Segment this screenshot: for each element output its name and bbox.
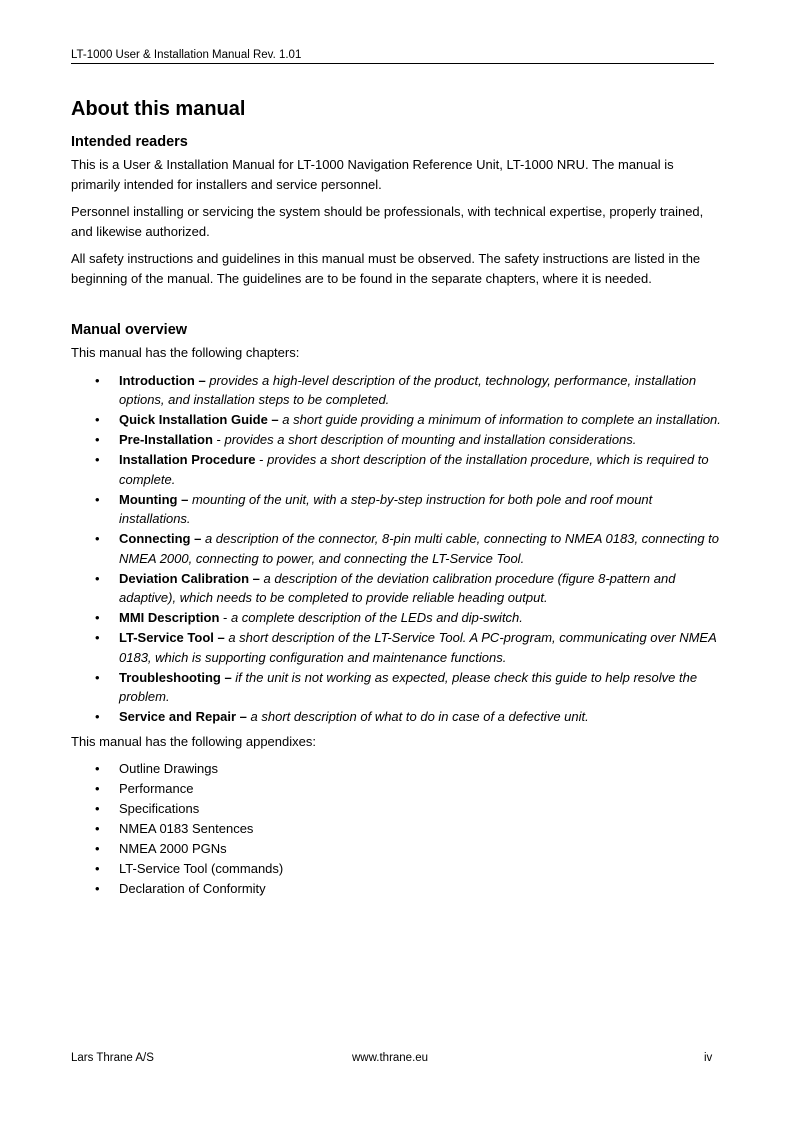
chapter-description: provides a high-level description of the product, technology, performance, installation options, and installation steps to be completed. [119,372,697,407]
bullet-icon: • [95,630,100,645]
chapter-description: a short description of what to do in case of a defective unit. [250,709,589,724]
footer-company: Lars Thrane A/S [71,1052,154,1064]
chapter-name: Pre-Installation [119,432,213,447]
bullet-icon: • [95,781,100,796]
chapter-item: • LT-Service Tool – a short description of the LT-Service Tool. A PC-program, communicating over NMEA 0183, which is supporting configuration and maintenance functions. [95,630,717,665]
footer-page-number: iv [704,1052,713,1064]
chapter-description: provides a short description of mounting and installation considerations. [224,432,637,447]
chapter-name: Installation Procedure [119,452,256,467]
chapter-name: LT-Service Tool [119,630,214,645]
chapter-description: mounting of the unit, with a step-by-step instruction for both pole and roof mount installations. [119,491,653,526]
chapter-item: • Installation Procedure - provides a short description of the installation procedure, which is required to complete. [95,452,709,487]
bullet-icon: • [95,610,100,625]
appendix-item: • NMEA 0183 Sentences [71,819,721,839]
appendix-item: • NMEA 2000 PGNs [71,839,721,859]
page-header: LT-1000 User & Installation Manual Rev. 1.01 [71,49,714,64]
chapter-item: • Deviation Calibration – a description of the deviation calibration procedure (figure 8-pattern and adaptive), which needs to be completed to provide reliable heading output. [95,570,676,605]
bullet-icon: • [95,372,100,388]
page-title: About this manual [71,98,246,120]
intended-paragraph-3: All safety instructions and guidelines in this manual must be observed. The safety instructions are listed in the beginning of the manual. The guidelines are to be found in the separate chapters, where it is needed. [71,251,701,286]
chapter-list [71,371,721,727]
bullet-icon: • [95,432,100,447]
chapter-description: a complete description of the LEDs and dip-switch. [230,610,523,625]
bullet-icon: • [95,881,100,896]
appendix-list [71,759,721,899]
appendix-item: • Performance [71,779,721,799]
chapter-item: • Connecting – a description of the connector, 8-pin multi cable, connecting to NMEA 0183, connecting to NMEA 2000, connecting to power, and connecting the LT-Service Tool. [95,531,720,566]
appendix-item: • Outline Drawings [71,759,721,779]
manual-overview-heading: Manual overview [71,322,188,338]
bullet-icon: • [95,531,100,546]
bullet-icon: • [95,761,100,776]
chapter-description: provides a short description of the installation procedure, which is required to complete. [119,452,709,487]
appendix-item: • LT-Service Tool (commands) [71,859,721,879]
chapters-intro: This manual has the following chapters: [71,345,300,360]
page-content [71,96,721,899]
bullet-icon: • [95,669,100,685]
chapter-description: a description of the deviation calibration procedure (figure 8-pattern and adaptive), which needs to be completed to provide reliable heading output. [119,570,676,605]
bullet-icon: • [95,491,100,507]
chapter-name: Quick Installation Guide [119,412,268,427]
bullet-icon: • [95,801,100,816]
chapter-item: • Pre-Installation - provides a short description of mounting and installation considerations. [71,430,721,450]
chapter-item: • Troubleshooting – if the unit is not working as expected, please check this guide to help resolve the problem. [95,669,698,704]
chapter-name: Service and Repair [119,709,237,724]
chapter-name: Mounting [119,491,178,507]
chapter-item: • MMI Description - a complete description of the LEDs and dip-switch. [71,608,721,628]
intended-paragraph-1: This is a User & Installation Manual for LT-1000 Navigation Reference Unit, LT-1000 NRU. The manual is primarily intended for installers and service personnel. [71,157,674,192]
bullet-icon: • [95,452,100,467]
intended-readers-heading: Intended readers [71,134,188,150]
chapter-description: a short description of the LT-Service Tool. A PC-program, communicating over NMEA 0183, which is supporting configuration and maintenance functions. [119,630,717,665]
appendix-item: • Declaration of Conformity [71,879,721,899]
chapter-item: • Quick Installation Guide – a short guide providing a minimum of information to complete an installation. [71,410,721,430]
chapter-description: a short guide providing a minimum of information to complete an installation. [282,412,721,427]
chapter-description: a description of the connector, 8-pin multi cable, connecting to NMEA 0183, connecting to NMEA 2000, connecting to power, and connecting the LT-Service Tool. [119,531,720,566]
bullet-icon: • [95,570,100,586]
bullet-icon: • [95,861,100,876]
appendix-item: • Specifications [71,799,721,819]
chapter-item: • Introduction – provides a high-level description of the product, technology, performance, installation options, and installation steps to be completed. [95,372,697,407]
chapter-name: MMI Description [119,610,220,625]
chapter-item: • Mounting – mounting of the unit, with a step-by-step instruction for both pole and roof mount installations. [95,491,653,526]
bullet-icon: • [95,709,100,724]
footer-website: www.thrane.eu [352,1052,429,1064]
chapter-name: Troubleshooting [119,669,221,685]
bullet-icon: • [95,821,100,836]
bullet-icon: • [95,412,100,427]
chapter-name: Connecting [119,531,191,546]
chapter-name: Deviation Calibration [119,570,250,586]
bullet-icon: • [95,841,100,856]
chapter-name: Introduction [119,372,195,388]
appendix-intro: This manual has the following appendixes: [71,733,316,749]
intended-paragraph-2: Personnel installing or servicing the system should be professionals, with technical expertise, properly trained, and likewise authorized. [71,204,704,239]
chapter-description: if the unit is not working as expected, please check this guide to help resolve the problem. [119,669,698,704]
chapter-item: • Service and Repair – a short description of what to do in case of a defective unit. [71,707,721,727]
